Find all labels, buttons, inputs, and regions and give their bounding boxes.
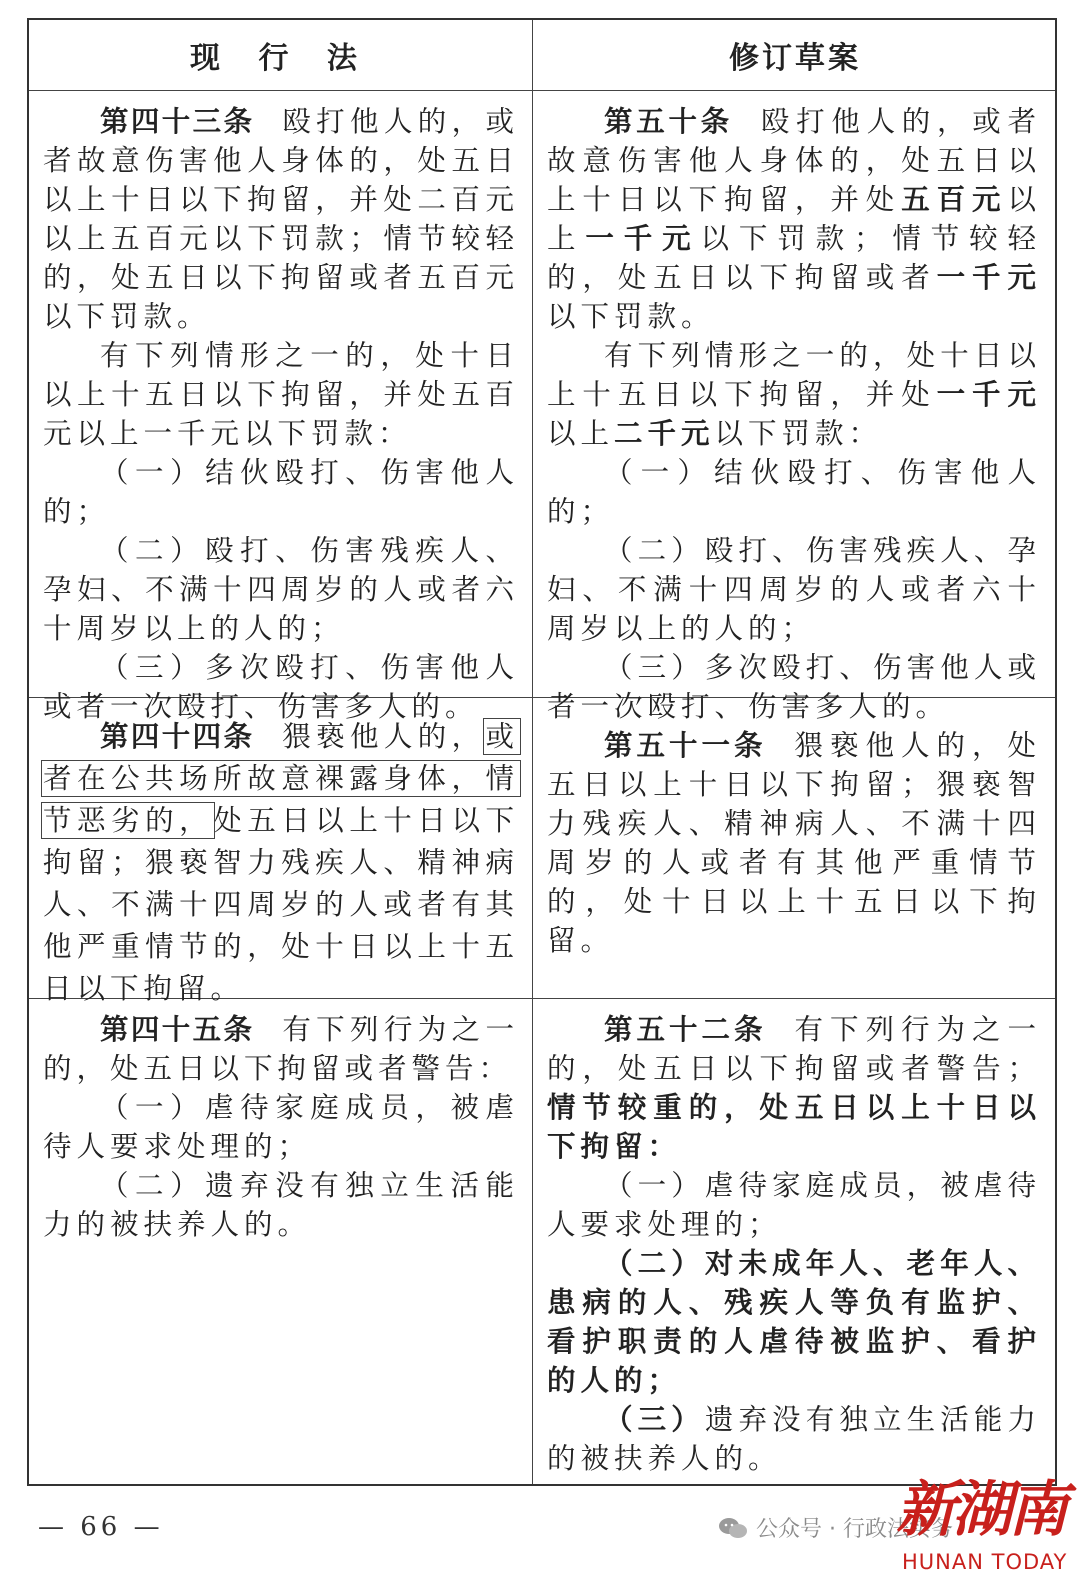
wechat-account-label: 公众号 · 行政法实务 <box>756 1517 953 1542</box>
article-number: 第五十条 <box>604 105 733 138</box>
amended-text: 五百元 <box>901 183 1008 216</box>
logo-english-text: HUNAN TODAY <box>902 1550 1068 1574</box>
list-item: （二）遗弃没有独立生活能力的被扶养人的。 <box>43 1169 519 1241</box>
text: 以下罚款；情节较轻的，处五日以下拘留或者 <box>547 222 1041 294</box>
text: 遗弃没有独立生活能力的被扶养人的。 <box>547 1403 1041 1475</box>
text: 猥亵他人的， <box>282 720 486 753</box>
list-item: （二）殴打、伤害残疾人、孕妇、不满十四周岁的人或者六十周岁以上的人的； <box>43 534 519 645</box>
amended-list-item: （二）对未成年人、老年人、患病的人、残疾人等负有监护、看护职责的人虐待被监护、看护的人的； <box>547 1247 1041 1397</box>
paragraph <box>43 1010 519 1088</box>
header-divider <box>29 90 1055 91</box>
paragraph <box>43 102 519 336</box>
logo-chinese-text: 新湖南 <box>896 1475 1064 1545</box>
row1-current-law <box>43 102 519 726</box>
list-item: （三）多次殴打、伤害他人或者一次殴打、伤害多人的。 <box>43 651 519 723</box>
list-item: （一）虐待家庭成员，被虐待人要求处理的； <box>43 1091 519 1163</box>
paragraph-text: 猥亵他人的，处五日以上十日以下拘留；猥亵智力残疾人、精神病人、不满十四周岁的人或者有其他严重情节的，处十日以上十五日以下拘留。 <box>547 729 1041 957</box>
header-current-law: 现 行 法 <box>190 41 371 76</box>
hunan-today-logo <box>868 1462 1068 1592</box>
list-item: （一）结伙殴打、伤害他人的； <box>43 456 519 528</box>
paragraph <box>43 716 519 1010</box>
comparison-table <box>27 18 1057 1486</box>
amended-text: 一千元 <box>936 378 1041 411</box>
paragraph <box>547 726 1041 960</box>
article-number: 第四十四条 <box>100 720 255 753</box>
deleted-text-box: 或者在公共场所故意裸露身体，情节恶劣的， <box>43 720 519 837</box>
list-item: （三）多次殴打、伤害他人或者一次殴打、伤害多人的。 <box>547 651 1041 723</box>
row3-revised-draft <box>547 1010 1041 1478</box>
row2-revised-draft <box>547 726 1041 960</box>
page-number: — 66 — <box>38 1512 164 1542</box>
row1-revised-draft <box>547 102 1041 726</box>
article-number: 第四十三条 <box>100 105 255 138</box>
paragraph <box>547 1010 1041 1166</box>
paragraph: 有下列情形之一的，处十日以上十五日以下拘留，并处五百元以上一千元以下罚款： <box>43 339 519 450</box>
list-item: （一）结伙殴打、伤害他人的； <box>547 456 1041 528</box>
text: 以上 <box>547 417 615 450</box>
amended-text: 一千元 <box>936 261 1041 294</box>
header-revised-draft: 修订草案 <box>729 41 861 76</box>
row2-current-law <box>43 716 519 1010</box>
article-number: 第五十二条 <box>604 1013 767 1046</box>
paragraph <box>547 336 1041 453</box>
amended-text: 二千元 <box>614 417 715 450</box>
paragraph <box>547 102 1041 336</box>
list-item: （一）虐待家庭成员，被虐待人要求处理的； <box>547 1169 1041 1241</box>
text: 以下罚款。 <box>547 300 715 333</box>
text: 有下列情形之一的，处十日以上十五日以下拘留，并处 <box>547 339 1041 411</box>
text: 有下列行为之一的，处五日以下拘留或者警告； <box>547 1013 1041 1085</box>
paragraph-text: 有下列行为之一的，处五日以下拘留或者警告： <box>43 1013 519 1085</box>
article-number: 第五十一条 <box>604 729 767 762</box>
row3-current-law <box>43 1010 519 1244</box>
text: 殴打他人的，或者故意伤害他人身体的，处五日以上十日以下拘留，并处 <box>547 105 1041 216</box>
wechat-icon <box>718 1516 748 1540</box>
text: 以上 <box>547 183 1041 255</box>
amended-text: （三） <box>604 1403 705 1436</box>
column-divider <box>532 20 533 1484</box>
amended-text: 一千元 <box>585 222 701 255</box>
text: 处五日以上十日以下拘留；猥亵智力残疾人、精神病人、不满十四周岁的人或者有其他严重情节的，处十日以上十五日以下拘留。 <box>43 804 519 1005</box>
text: 以下罚款： <box>714 417 883 450</box>
paragraph-text: 殴打他人的，或者故意伤害他人身体的，处五日以上十日以下拘留，并处二百元以上五百元以下罚款；情节较轻的，处五日以下拘留或者五百元以下罚款。 <box>43 105 519 333</box>
amended-text: 情节较重的，处五日以上十日以下拘留： <box>547 1091 1041 1163</box>
article-number: 第四十五条 <box>100 1013 255 1046</box>
list-item: （二）殴打、伤害残疾人、孕妇、不满十四周岁的人或者六十周岁以上的人的； <box>547 534 1041 645</box>
